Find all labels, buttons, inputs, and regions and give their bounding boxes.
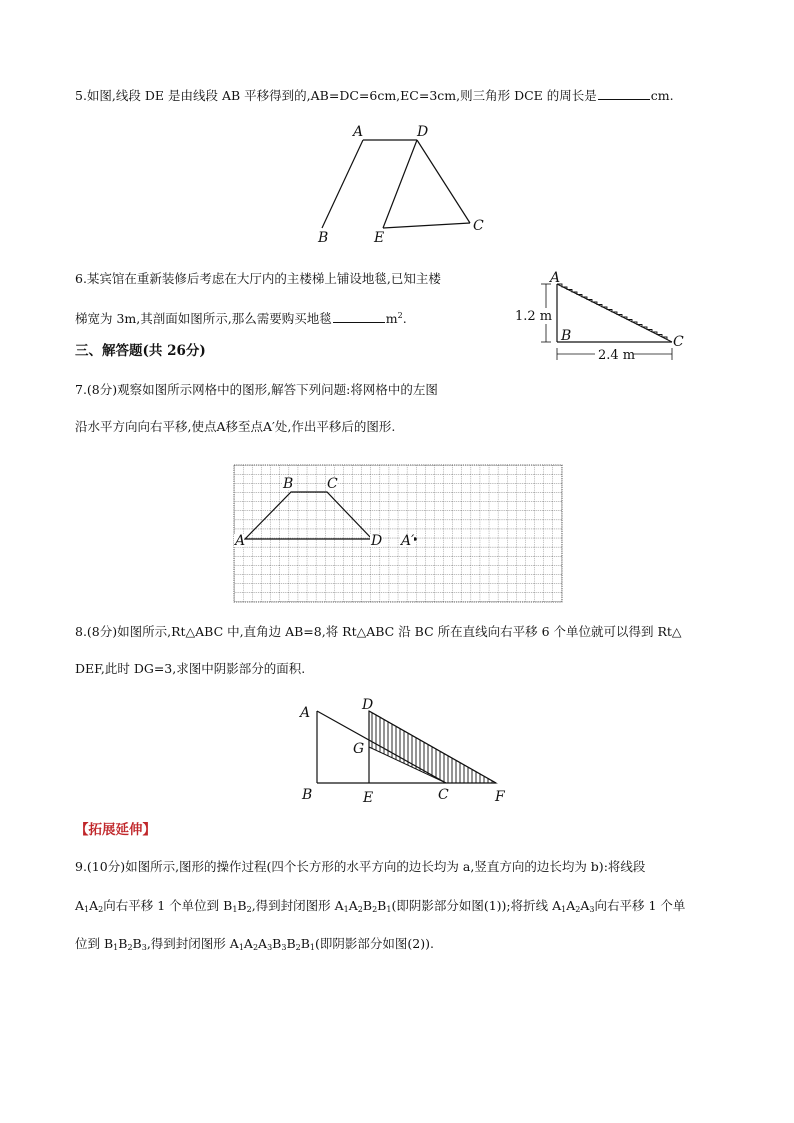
label-D: D [417,124,429,140]
segment-EC [383,223,470,228]
label-B: B [283,476,294,492]
label-D: D [371,533,383,549]
q5-text: 5.如图,线段 DE 是由线段 AB 平移得到的,AB=DC=6cm,EC=3cm,则三角形 DCE 的周长是 cm. [75,88,674,103]
q7-line2: 沿水平方向向右平移,使点A移至点A′处,作出平移后的图形. [75,419,396,434]
height-label: 1.2 m [515,309,553,324]
q9-line1: 9.(10分)如图所示,图形的操作过程(四个长方形的水平方向的边长均为 a,竖直方向的边长均为 b):将线段 [75,859,646,874]
q7-line1: 7.(8分)观察如图所示网格中的图形,解答下列问题:将网格中的左图 [75,382,438,397]
q8-figure [295,695,515,810]
q5-figure [300,120,510,250]
label-E: E [363,790,374,806]
label-B: B [561,328,572,344]
segment-DE [383,140,417,228]
q8-line1: 8.(8分)如图所示,Rt△ABC 中,直角边 AB=8,将 Rt△ABC 沿 BC 所在直线向右平移 6 个单位就可以得到 Rt△ [75,624,682,639]
q6-stair-figure [510,272,700,362]
q7-grid-figure[interactable] [234,465,562,602]
label-C: C [438,787,449,803]
label-A-prime: A′ [401,533,415,549]
q6-line1: 6.某宾馆在重新装修后考虑在大厅内的主楼梯上铺设地毯,已知主楼 [75,271,441,286]
label-C: C [473,218,484,234]
q6-line2: 梯宽为 3m,其剖面如图所示,那么需要购买地毯 $m^2$. [75,311,407,327]
q8-line2: DEF,此时 DG=3,求图中阴影部分的面积. [75,661,306,676]
segment-AB [322,140,363,228]
width-label: 2.4 m [598,348,636,363]
q9-line3: 位到 $B_1B_2B_3$,得到封闭图形 $A_1A_2A_3B_3B_2B_1$(即阴影部分如图(2)). [75,936,434,952]
label-D: D [362,697,374,713]
label-A: A [550,270,561,286]
label-C: C [673,334,684,350]
q5-answer-blank[interactable] [598,87,650,100]
label-A: A [300,705,311,721]
label-F: F [495,789,505,805]
q6-answer-blank[interactable] [333,310,385,323]
label-B: B [302,787,313,803]
q9-line2: $A_1A_2$向右平移 1 个单位到 $B_1B_2$,得到封闭图形 $A_1A_2B_2B_1$(即阴影部分如图(1));将折线 $A_1A_2A_3$向右平移 1 个单 [75,898,686,914]
label-A: A [353,124,364,140]
extension-heading: 【拓展延伸】 [75,822,156,838]
section-heading: 三、解答题(共 26分) [75,343,206,359]
label-G: G [353,741,365,757]
label-A: A [235,533,246,549]
label-E: E [374,230,385,246]
label-C: C [327,476,338,492]
segment-DC [417,140,470,223]
label-B: B [318,230,329,246]
